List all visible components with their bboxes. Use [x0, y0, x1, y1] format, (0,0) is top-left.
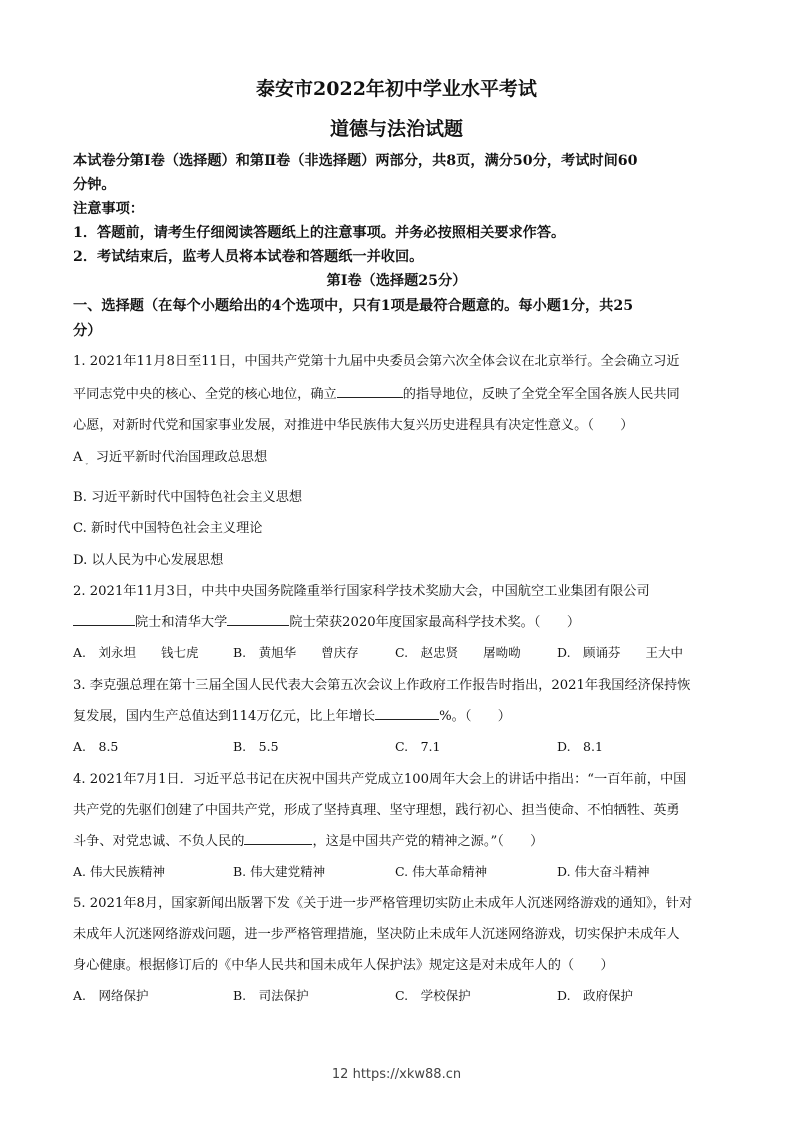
- q1-option-c: C. 新时代中国特色社会主义理论: [73, 521, 263, 536]
- q2-stem-text-b: 院士荣获2020年度国家最高科学技术奖。（ ）: [289, 615, 581, 630]
- q3-stem-text-b: %。（ ）: [439, 709, 511, 724]
- notice-item-2: 2．考试结束后，监考人员将本试卷和答题纸一并收回。: [73, 249, 424, 265]
- scan-dot-mark: ˇ: [85, 463, 89, 471]
- exam-title: 泰安市2022年初中学业水平考试: [256, 78, 537, 100]
- q3-option-d: D. 8.1: [557, 739, 603, 754]
- q2-stem-text-a: 院士和清华大学: [135, 615, 228, 630]
- q5-stem-line-3: 身心健康。根据修订后的《中华人民共和国未成年人保护法》规定这是对未成年人的（ ）: [73, 958, 614, 973]
- q4-option-b: B. 伟大建党精神: [233, 864, 326, 879]
- intro-line-2: 分钟。: [73, 177, 116, 193]
- q2-option-d: D. 顾诵芬 王大中: [557, 645, 684, 660]
- q5-option-a: A. 网络保护: [73, 988, 149, 1003]
- q1-stem-text-b: 的指导地位，反映了全党全军全国各族人民共同: [402, 387, 680, 402]
- page-footer-watermark: 12 https://xkw88.cn: [331, 1067, 462, 1082]
- q1-option-a: A 习近平新时代治国理政总思想: [73, 450, 268, 465]
- q5-option-d: D. 政府保护: [557, 988, 634, 1003]
- answer-blank: [337, 385, 403, 398]
- notice-title: 注意事项：: [73, 201, 144, 217]
- q1-stem-line-3: 心愿，对新时代党和国家事业发展，对推进中华民族伟大复兴历史进程具有决定性意义。（ ）: [73, 418, 634, 433]
- q3-option-c: C. 7.1: [395, 739, 441, 754]
- q3-stem-text-a: 复发展，国内生产总值达到114万亿元，比上年增长: [73, 709, 376, 724]
- q4-option-d: D. 伟大奋斗精神: [557, 864, 650, 879]
- q2-option-b: B. 黄旭华 曾庆存: [233, 645, 359, 660]
- q2-option-c: C. 赵忠贤 屠呦呦: [395, 645, 521, 660]
- q3-option-a: A. 8.5: [73, 739, 119, 754]
- q4-option-c: C. 伟大革命精神: [395, 864, 488, 879]
- q4-stem-text-b: ，这是中国共产党的精神之源。”（ ）: [312, 834, 544, 849]
- answer-blank: [73, 613, 135, 626]
- q5-option-c: C. 学校保护: [395, 988, 471, 1003]
- q4-stem-line-2: 共产党的先驱们创建了中国共产党，形成了坚持真理、坚守理想，践行初心、担当使命、不怕牺牲、英勇: [73, 803, 680, 818]
- q3-option-b: B. 5.5: [233, 739, 279, 754]
- q2-stem-line-2: [73, 611, 723, 630]
- q1-option-d: D. 以人民为中心发展思想: [73, 553, 224, 568]
- q3-stem-line-1: 3. 李克强总理在第十三届全国人民代表大会第五次会议上作政府工作报告时指出，2021年我国经济保持恢: [73, 678, 691, 693]
- q1-option-b: B. 习近平新时代中国特色社会主义思想: [73, 490, 303, 505]
- intro-line-1: 本试卷分第Ⅰ卷（选择题）和第Ⅱ卷（非选择题）两部分，共8页，满分50分，考试时间60: [73, 153, 638, 169]
- answer-blank: [244, 832, 312, 845]
- section-heading-line-2: 分）: [73, 323, 102, 339]
- answer-blank: [227, 613, 289, 626]
- notice-item-1: 1．答题前，请考生仔细阅读答题纸上的注意事项。并务必按照相关要求作答。: [73, 225, 566, 241]
- q1-stem-line-2: [73, 383, 723, 402]
- q4-option-a: A. 伟大民族精神: [73, 864, 165, 879]
- q1-stem-text-a: 平同志党中央的核心、全党的核心地位，确立: [73, 387, 337, 402]
- q5-stem-line-1: 5. 2021年8月，国家新闻出版署下发《关于进一步严格管理切实防止未成年人沉迷网络游戏的通知》，针对: [73, 896, 693, 911]
- section-label: 第Ⅰ卷（选择题25分）: [326, 273, 467, 289]
- q5-option-b: B. 司法保护: [233, 988, 309, 1003]
- q2-stem-line-1: 2. 2021年11月3日，中共中央国务院隆重举行国家科学技术奖励大会，中国航空工业集团有限公司: [73, 584, 650, 599]
- answer-blank: [375, 707, 439, 720]
- q1-stem-line-1: 1. 2021年11月8日至11日，中国共产党第十九届中央委员会第六次全体会议在北京举行。全会确立习近: [73, 354, 680, 369]
- q3-stem-line-2: [73, 705, 723, 724]
- section-heading-line-1: 一、选择题（在每个小题给出的4个选项中，只有1项是最符合题意的。每小题1分，共25: [73, 298, 634, 314]
- q4-stem-line-3: [73, 830, 723, 849]
- q5-stem-line-2: 未成年人沉迷网络游戏问题，进一步严格管理措施，坚决防止未成年人沉迷网络游戏，切实保护未成年人: [73, 927, 680, 942]
- q4-stem-line-1: 4. 2021年7月1日．习近平总书记在庆祝中国共产党成立100周年大会上的讲话中指出：“一百年前，中国: [73, 772, 687, 787]
- q4-stem-text-a: 斗争、对党忠诚、不负人民的: [73, 834, 245, 849]
- exam-subject-title: 道德与法治试题: [329, 118, 463, 140]
- q2-option-a: A. 刘永坦 钱七虎: [73, 645, 199, 660]
